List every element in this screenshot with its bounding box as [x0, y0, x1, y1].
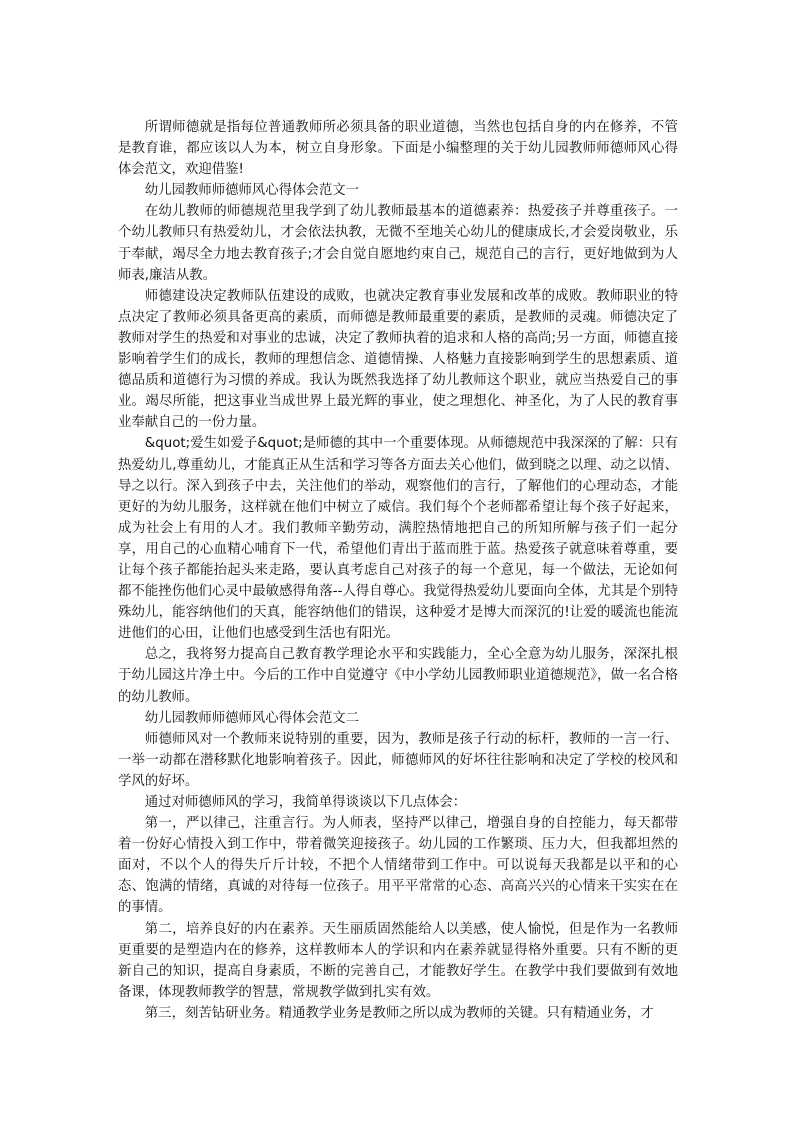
intro-paragraph: 所谓师德就是指每位普通教师所必须具备的职业道德，当然也包括自身的内在修养，不管是教育谁，都应该以人为本，树立自身形象。下面是小编整理的关于幼儿园教师师德师风心得体会范文，欢迎借鉴!	[118, 120, 678, 178]
body-paragraph: 第一，严以律己，注重言行。为人师表，坚持严以律己，增强自身的自控能力，每天都带着一份好心情投入到工作中，带着微笑迎接孩子。幼儿园的工作繁琐、压力大，但我都坦然的面对，不以个人的得失斤斤计较，不把个人情绪带到工作中。可以说每天我都是以平和的心态、饱满的情绪，真诚的对待每一位孩子。用平平常常的心态、高高兴兴的心情来干实实在在的事情。	[118, 816, 678, 916]
section-heading-1: 幼儿园教师师德师风心得体会范文一	[144, 183, 360, 199]
body-paragraph: &quot;爱生如爱子&quot;是师德的其中一个重要体现。从师德规范中我深深的了解：只有热爱幼儿,尊重幼儿，才能真正从生活和学习等各方面去关心他们，做到晓之以理、动之以情、导之以行。深入到孩子中去，关注他们的举动，观察他们的言行，了解他们的心理动态，才能更好的为幼儿服务，这样就在他们中树立了威信。我们每个个老师都希望让每个孩子好起来，成为社会上有用的人才。我们教师辛勤劳动，满腔热情地把自己的所知所解与孩子们一起分享，用自己的心血精心哺育下一代，希望他们青出于蓝而胜于蓝。热爱孩子就意味着尊重，要让每个孩子都能抬起头来走路，要认真考虑自己对孩子的每一个意见，每一个做法，无论如何都不能挫伤他们心灵中最敏感得角落--人得自尊心。我觉得热爱幼儿要面向全体，尤其是个别特殊幼儿，能容纳他们的天真，能容纳他们的错误，这种爱才是博大而深沉的!让爱的暖流也能流进他们的心田，让他们也感受到生活也有阳光。	[118, 436, 678, 642]
body-paragraph: 总之，我将努力提高自己教育教学理论水平和实践能力，全心全意为幼儿服务，深深扎根于幼儿园这片净土中。今后的工作中自觉遵守《中小学幼儿园教师职业道德规范》，做一名合格的幼儿教师。	[118, 647, 678, 705]
body-paragraph: 第二，培养良好的内在素养。天生丽质固然能给人以美感，使人愉悦，但是作为一名教师更重要的是塑造内在的修养，这样教师本人的学识和内在素养就显得格外重要。只有不断的更新自己的知识，提高自身素质，不断的完善自己，才能教好学生。在教学中我们要做到有效地备课，体现教师教学的智慧，常规教学做到扎实有效。	[118, 921, 678, 1000]
body-paragraph: 在幼儿教师的师德规范里我学到了幼儿教师最基本的道德素养：热爱孩子并尊重孩子。一个幼儿教师只有热爱幼儿，才会依法执教，无微不至地关心幼儿的健康成长,才会爱岗敬业，乐于奉献，竭尽全力地去教育孩子;才会自觉自愿地约束自己，规范自己的言行，更好地做到为人师表,廉洁从教。	[118, 204, 678, 283]
document-body	[118, 117, 678, 1024]
body-paragraph: 通过对师德师风的学习，我简单得谈谈以下几点体会：	[144, 795, 467, 810]
body-paragraph: 第三，刻苦钻研业务。精通教学业务是教师之所以成为教师的关键。只有精通业务，才	[144, 1005, 654, 1021]
body-paragraph: 师德师风对一个教师来说特别的重要，因为，教师是孩子行动的标杆，教师的一言一行、一举一动都在潜移默化地影响着孩子。因此，师德师风的好坏往往影响和决定了学校的校风和学风的好坏。	[118, 731, 678, 789]
body-paragraph: 师德建设决定教师队伍建设的成败，也就决定教育事业发展和改革的成败。教师职业的特点决定了教师必须具备更高的素质，而师德是教师最重要的素质，是教师的灵魂。师德决定了教师对学生的热爱和对事业的忠诚，决定了教师执着的追求和人格的高尚;另一方面，师德直接影响着学生们的成长，教师的理想信念、道德情操、人格魅力直接影响到学生的思想素质、道德品质和道德行为习惯的养成。我认为既然我选择了幼儿教师这个职业，就应当热爱自己的事业。竭尽所能，把这事业当成世界上最光辉的事业，使之理想化、神圣化，为了人民的教育事业奉献自己的一份力量。	[118, 288, 678, 431]
section-heading-2: 幼儿园教师师德师风心得体会范文二	[144, 710, 360, 726]
